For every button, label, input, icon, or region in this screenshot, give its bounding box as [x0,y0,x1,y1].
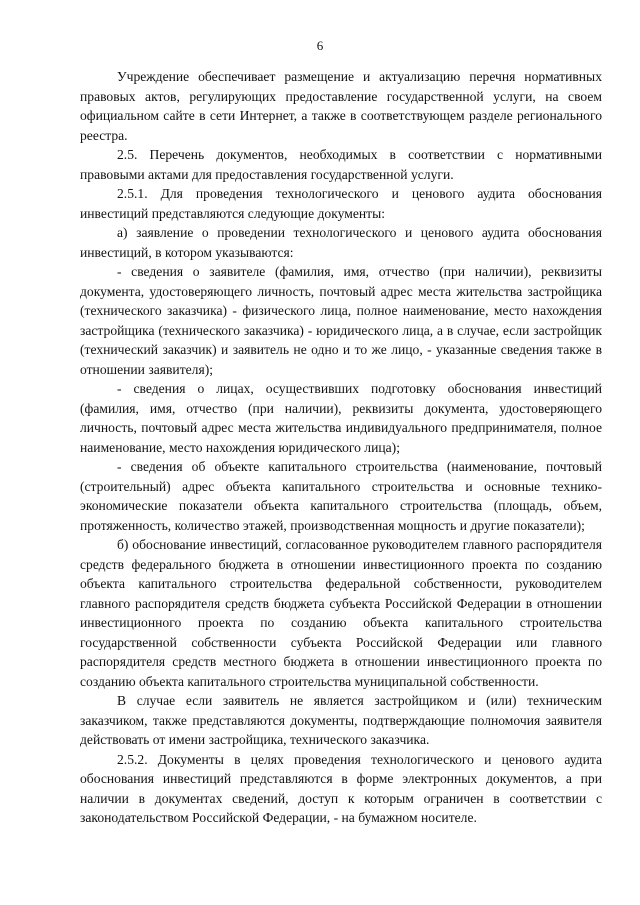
paragraph-item-a: а) заявление о проведении технологического и ценового аудита обоснования инвестиций, в котором указываются: [80,225,602,260]
paragraph-authority: В случае если заявитель не является застройщиком и (или) техническим заказчиком, также представляются документы, подтверждающие полномочия заявителя действовать от имени застройщика, технического заказчика. [80,693,602,747]
paragraph-applicant-info: - сведения о заявителе (фамилия, имя, отчество (при наличии), реквизиты документа, удостоверяющего личность, почтовый адрес места жительства застройщика (технического заказчика) - физического лица, полное наименование, место нахождения застройщика (технического заказчика) - юридического лица, а в случае, если застройщик (технический заказчик) и заявитель не одно и то же лицо, - указанные сведения также в отношении заявителя); [80,264,602,377]
paragraph-2-5: 2.5. Перечень документов, необходимых в соответствии с нормативными правовыми актами для предоставления государственной услуги. [80,147,602,182]
paragraph-publication: Учреждение обеспечивает размещение и актуализацию перечня нормативных правовых актов, регулирующих предоставление государственной услуги, на своем официальном сайте в сети Интернет, а также в соответствующем разделе регионального реестра. [80,69,602,143]
paragraph-object-info: - сведения об объекте капитального строительства (наименование, почтовый (строительный) адрес объекта капитального строительства и основные технико-экономические показатели объекта капитального строительства (площадь, объем, протяженность, количество этажей, производственная мощность и другие показатели); [80,459,602,533]
paragraph-item-b: б) обоснование инвестиций, согласованное руководителем главного распорядителя средств федерального бюджета в отношении инвестиционного проекта по созданию объекта капитального строительства федеральной собственности, руководителем главного распорядителя средств бюджета субъекта Российской Федерации в отношении инвестиционного проекта по созданию объекта капитального строительства государственной собственности субъекта Российской Федерации или главного распорядителя средств местного бюджета в отношении инвестиционного проекта по созданию объекта капитального строительства муниципальной собственности. [80,537,602,689]
paragraph-2-5-2: 2.5.2. Документы в целях проведения технологического и ценового аудита обоснования инвестиций представляются в форме электронных документов, а при наличии в документах сведений, доступ к которым ограничен в соответствии с законодательством Российской Федерации, - на бумажном носителе. [80,751,602,825]
page-number: 6 [316,38,324,53]
paragraph-preparers-info: - сведения о лицах, осуществивших подготовку обоснования инвестиций (фамилия, имя, отчество (при наличии), реквизиты документа, удостоверяющего личность, почтовый адрес места жительства индивидуального предпринимателя, полное наименование, место нахождения юридического лица); [80,381,602,455]
document-body [80,67,602,828]
paragraph-2-5-1: 2.5.1. Для проведения технологического и ценового аудита обоснования инвестиций представляются следующие документы: [80,186,602,221]
